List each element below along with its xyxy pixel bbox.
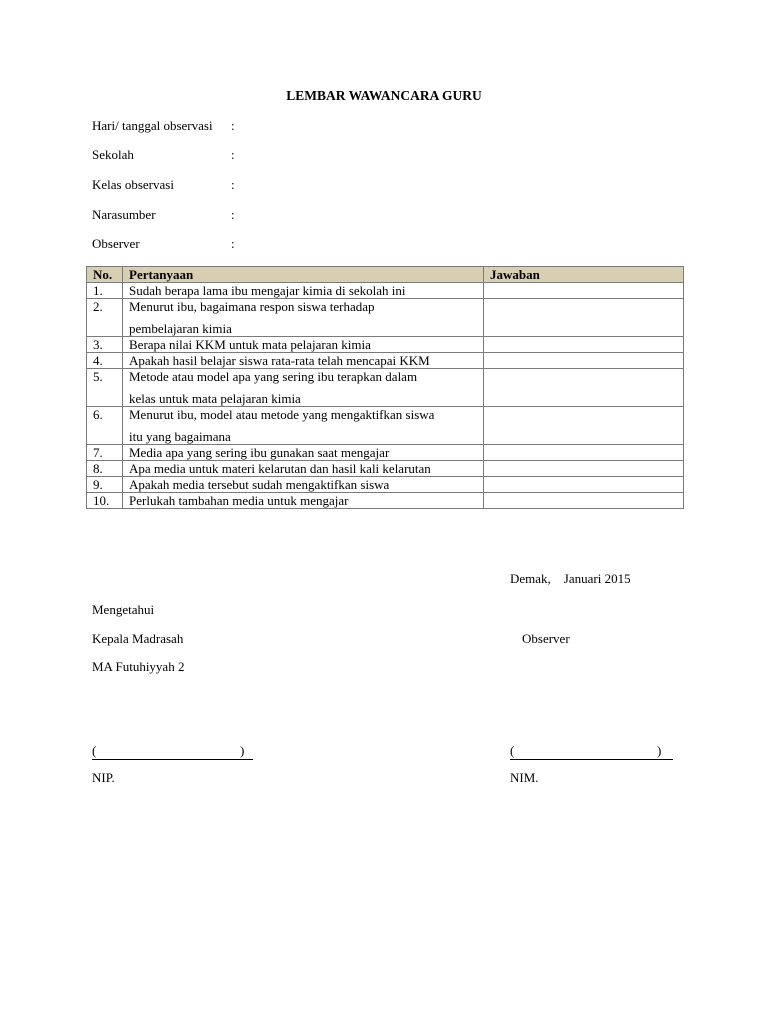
table-row <box>87 477 684 493</box>
table-row <box>87 407 684 445</box>
right-close-paren: ) <box>657 743 662 758</box>
question-text: Apakah media tersebut sudah mengaktifkan siswa <box>129 477 390 492</box>
field-colon: : <box>231 236 235 251</box>
field-colon: : <box>231 207 235 222</box>
right-signer-role: Observer <box>522 631 570 646</box>
question-text: Media apa yang sering ibu gunakan saat mengajar <box>129 445 390 460</box>
table-row <box>87 445 684 461</box>
left-close-paren: ) <box>240 743 245 758</box>
question-cell <box>123 337 484 353</box>
row-number: 9. <box>87 477 123 493</box>
row-number: 5. <box>87 369 123 407</box>
question-cell <box>123 353 484 369</box>
question-text-continued: kelas untuk mata pelajaran kimia <box>129 391 301 406</box>
header-no: No. <box>87 267 123 283</box>
question-text: Apakah hasil belajar siswa rata-rata telah mencapai KKM <box>129 353 430 368</box>
table-row <box>87 493 684 509</box>
question-cell <box>123 461 484 477</box>
header-pertanyaan: Pertanyaan <box>123 267 484 283</box>
question-text-continued: pembelajaran kimia <box>129 321 232 336</box>
answer-cell[interactable] <box>484 445 684 461</box>
question-cell <box>123 369 484 407</box>
place-date: Demak, Januari 2015 <box>510 571 631 586</box>
table-row <box>87 461 684 477</box>
right-signature-line <box>510 744 673 760</box>
mengetahui-label: Mengetahui <box>92 602 155 617</box>
answer-cell[interactable] <box>484 407 684 445</box>
left-signer-role: Kepala Madrasah <box>92 631 184 646</box>
nim-label: NIM. <box>510 770 539 785</box>
row-number: 3. <box>87 337 123 353</box>
row-number: 1. <box>87 283 123 299</box>
question-text: Menurut ibu, model atau metode yang mengaktifkan siswa <box>129 407 435 422</box>
answer-cell[interactable] <box>484 353 684 369</box>
question-cell <box>123 299 484 337</box>
interview-table <box>86 266 684 509</box>
nip-label: NIP. <box>92 770 115 785</box>
answer-cell[interactable] <box>484 493 684 509</box>
question-text: Perlukah tambahan media untuk mengajar <box>129 493 349 508</box>
row-number: 10. <box>87 493 123 509</box>
row-number: 2. <box>87 299 123 337</box>
question-text: Menurut ibu, bagaimana respon siswa terhadap <box>129 299 375 314</box>
table-row <box>87 353 684 369</box>
row-number: 6. <box>87 407 123 445</box>
field-label-observer: Observer <box>92 236 140 251</box>
answer-cell[interactable] <box>484 337 684 353</box>
field-colon: : <box>231 118 235 133</box>
field-label-kelas-observasi: Kelas observasi <box>92 177 174 192</box>
question-text: Apa media untuk materi kelarutan dan hasil kali kelarutan <box>129 461 431 476</box>
field-label-sekolah: Sekolah <box>92 147 134 162</box>
answer-cell[interactable] <box>484 461 684 477</box>
table-header-row <box>87 267 684 283</box>
left-signature-line <box>92 744 253 760</box>
row-number: 8. <box>87 461 123 477</box>
field-label-narasumber: Narasumber <box>92 207 156 222</box>
row-number: 4. <box>87 353 123 369</box>
question-text: Sudah berapa lama ibu mengajar kimia di sekolah ini <box>129 283 406 298</box>
field-colon: : <box>231 177 235 192</box>
question-cell <box>123 283 484 299</box>
answer-cell[interactable] <box>484 299 684 337</box>
question-text: Metode atau model apa yang sering ibu terapkan dalam <box>129 369 418 384</box>
table-row <box>87 299 684 337</box>
table-row <box>87 369 684 407</box>
left-signer-institution: MA Futuhiyyah 2 <box>92 659 185 674</box>
answer-cell[interactable] <box>484 369 684 407</box>
answer-cell[interactable] <box>484 477 684 493</box>
answer-cell[interactable] <box>484 283 684 299</box>
header-jawaban: Jawaban <box>484 267 684 283</box>
question-cell <box>123 407 484 445</box>
field-colon: : <box>231 147 235 162</box>
table-row <box>87 283 684 299</box>
field-label-hari-tanggal: Hari/ tanggal observasi <box>92 118 213 133</box>
row-number: 7. <box>87 445 123 461</box>
question-cell <box>123 445 484 461</box>
question-cell <box>123 477 484 493</box>
right-open-paren: ( <box>510 743 515 758</box>
left-open-paren: ( <box>92 743 97 758</box>
document-title: LEMBAR WAWANCARA GURU <box>286 88 482 103</box>
question-cell <box>123 493 484 509</box>
question-text-continued: itu yang bagaimana <box>129 429 231 444</box>
table-row <box>87 337 684 353</box>
question-text: Berapa nilai KKM untuk mata pelajaran kimia <box>129 337 371 352</box>
